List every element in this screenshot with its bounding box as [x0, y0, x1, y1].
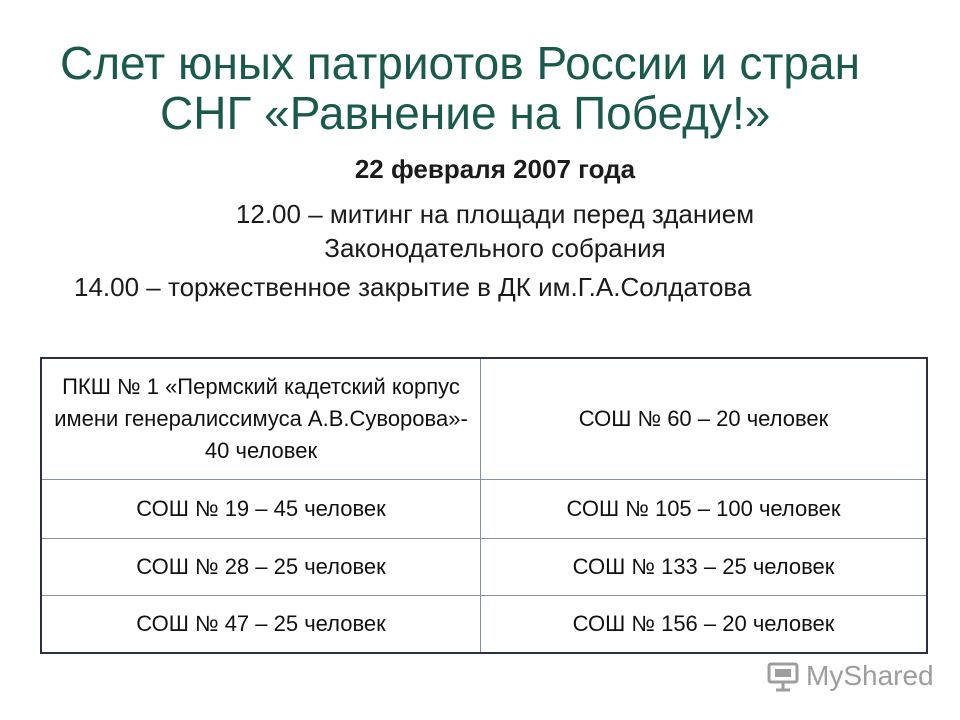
event-date: 22 февраля 2007 года [354, 154, 636, 184]
table-cell: ПКШ № 1 «Пермский кадетский корпус имени генералиссимуса А.В.Суворова»- 40 человек [41, 358, 481, 480]
participants-table [40, 357, 928, 654]
table-cell: СОШ № 105 – 100 человек [481, 480, 928, 539]
slide-title [60, 38, 920, 138]
schedule-item-rally [0, 197, 960, 265]
table-row [41, 358, 927, 480]
schedule-item-rally-line-1: 12.00 – митинг на площади перед зданием [235, 199, 755, 229]
schedule-item-closing: 14.00 – торжественное закрытие в ДК им.Г.А.Солдатова [74, 272, 752, 302]
watermark [766, 656, 934, 696]
table-row [41, 596, 927, 654]
slide-title-line-1: Слет юных патриотов России и стран [60, 37, 860, 89]
schedule-item-rally-line-2: Законодательного собрания [324, 233, 666, 263]
table-cell: СОШ № 19 – 45 человек [41, 480, 481, 539]
slide-title-line-2: СНГ «Равнение на Победу!» [160, 87, 771, 139]
table-row [41, 539, 927, 596]
table-cell: СОШ № 133 – 25 человек [481, 539, 928, 596]
watermark-text: MyShared [806, 660, 934, 691]
table-cell: СОШ № 156 – 20 человек [481, 596, 928, 654]
table-row [41, 480, 927, 539]
table-cell: СОШ № 60 – 20 человек [481, 358, 928, 480]
table-cell: СОШ № 47 – 25 человек [41, 596, 481, 654]
table-cell: СОШ № 28 – 25 человек [41, 539, 481, 596]
projector-screen-icon [766, 659, 800, 693]
